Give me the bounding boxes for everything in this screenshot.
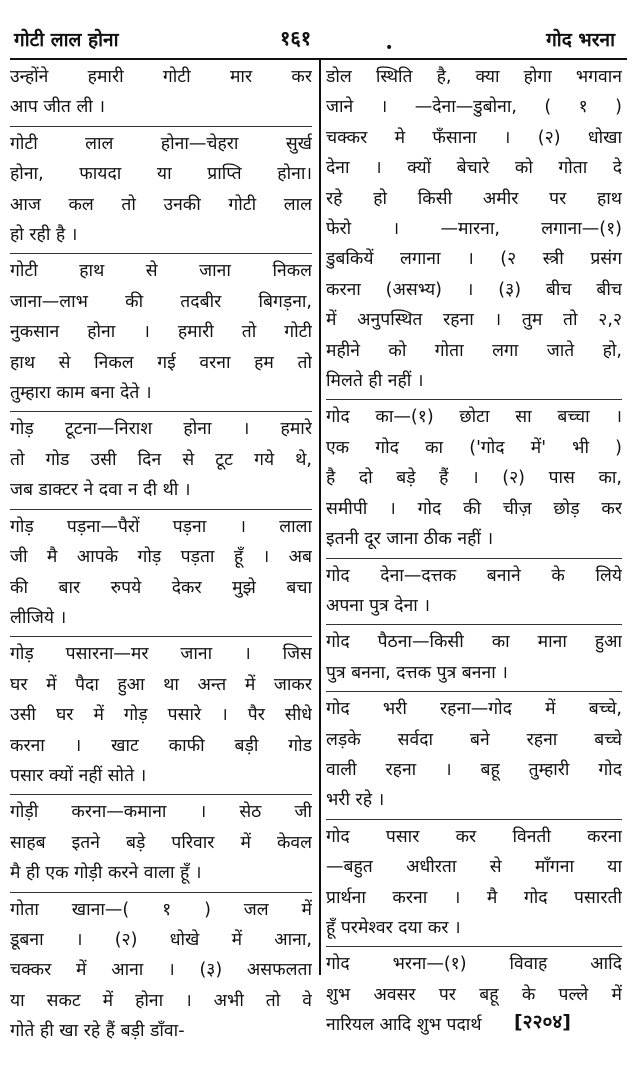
running-head-left: गोटी लाल होना [14, 29, 119, 51]
entry-line: में अनुपस्थित रहना । तुम तो २,२ [326, 310, 622, 331]
dictionary-entry [326, 561, 622, 622]
entry-line: की बार रुपये देकर मुझे बचा [10, 577, 312, 598]
entry-line: महीने को गोता लगा जाते हो, [326, 340, 622, 361]
page-number: १६१ [280, 26, 312, 50]
dictionary-entry [326, 694, 622, 816]
entry-separator [10, 253, 312, 254]
dictionary-entry [10, 639, 312, 791]
entry-line: गोता खाना—( १ ) जल में [10, 899, 312, 920]
entry-line: पुत्र बनना, दत्तक पुत्र बनना । [326, 662, 508, 683]
entry-line: तो गोड उसी दिन से टूट गये थे, [10, 449, 312, 470]
entry-line: करना । खाट काफी बड़ी गोड [10, 735, 312, 756]
entry-line: डुबकियें लगाना । (२ स्त्री प्रसंग [326, 249, 622, 270]
entry-line: साहब इतने बड़े परिवार में केवल [10, 832, 312, 853]
entry-line: आप जीत ली । [10, 97, 106, 118]
entry-line: जाना—लाभ की तदबीर बिगड़ना, [10, 291, 312, 312]
entry-line: मै ही एक गोड़ी करने वाला हूँ । [10, 863, 202, 884]
entry-line: जब डाक्टर ने दवा न दी थी । [10, 480, 191, 501]
ink-speck: • [385, 40, 394, 56]
entry-line: —बहुत अधीरता से माँगना या [326, 857, 622, 878]
entry-line: प्रार्थना करना । मै गोद पसारती [326, 887, 622, 908]
entry-line: होना, फायदा या प्राप्ति होना। [10, 164, 312, 185]
entry-line: एक गोद का ('गोद में' भी ) [326, 437, 622, 458]
entry-line: हो रही है । [10, 225, 78, 246]
entry-line: पसार क्यों नहीं सोते । [10, 765, 147, 786]
entry-separator [326, 624, 622, 625]
entry-line: गोद देना—दत्तक बनाने के लिये [326, 565, 622, 586]
dictionary-entry [10, 895, 312, 1047]
dictionary-entry [10, 256, 312, 408]
entry-separator [10, 126, 312, 127]
entry-separator [10, 411, 312, 412]
dictionary-entry [10, 129, 312, 251]
entry-line: गोड़ पसारना—मर जाना । जिस [10, 644, 312, 665]
entry-line: है दो बड़े हैं । (२) पास का, [326, 468, 622, 489]
entry-line: करना (असभ्य) । (३) बीच बीच [326, 279, 622, 300]
entry-separator [10, 636, 312, 637]
entry-line: उसी घर में गोड़ पसारे । पैर सीधे [10, 705, 312, 726]
entry-line: गोड़ी करना—कमाना । सेठ जी [10, 802, 312, 823]
entry-line: डूबना । (२) धोखे में आना, [10, 929, 312, 950]
entry-separator [326, 819, 622, 820]
entry-separator [326, 946, 622, 947]
entry-line: लीजिये । [10, 607, 67, 628]
entry-separator [10, 794, 312, 795]
entry-separator [10, 509, 312, 510]
entry-line: देना । क्यों बेचारे को गोता दे [326, 158, 622, 179]
column-divider [319, 60, 321, 975]
entry-line: चक्कर में आना । (३) असफलता [10, 960, 312, 981]
entry-line: गोटी लाल होना—चेहरा सुर्ख [10, 133, 312, 154]
dictionary-entry [326, 62, 622, 396]
entry-line: वाली रहना । बहू तुम्हारी गोद [326, 759, 622, 780]
entry-line: तुम्हारा काम बना देते । [10, 383, 152, 404]
entry-line: गोद पैठना—किसी का माना हुआ [326, 632, 622, 653]
entry-line: इतनी दूर जाना ठीक नहीं । [326, 529, 494, 550]
entry-line: या सकट में होना । अभी तो वे [10, 990, 312, 1011]
entry-line: गोद भरना—(१) विवाह आदि [326, 954, 622, 975]
entry-line: लड़के सर्वदा बने रहना बच्चे [326, 729, 622, 750]
entry-line: जी मै आपके गोड़ पड़ता हूँ । अब [10, 547, 312, 568]
running-head-right: गोद भरना [546, 29, 615, 51]
dictionary-entry [326, 949, 622, 1040]
left-column [10, 62, 312, 1047]
footer-code: [२२०४] [514, 1011, 571, 1033]
entry-line: गोद का—(१) छोटा सा बच्चा । [326, 407, 622, 428]
entry-line: फेरो । —मारना, लगाना—(१) [326, 219, 622, 240]
dictionary-entry [326, 822, 622, 944]
entry-line: गोड़ टूटना—निराश होना । हमारे [10, 419, 312, 440]
right-column [326, 62, 622, 1041]
entry-separator [326, 399, 622, 400]
entry-separator [10, 892, 312, 893]
entry-line: गोटी हाथ से जाना निकल [10, 261, 312, 282]
entry-separator [326, 558, 622, 559]
entry-separator [326, 691, 622, 692]
entry-line: शुभ अवसर पर बहू के पल्ले में [326, 984, 622, 1005]
dictionary-entry [326, 402, 622, 554]
entry-line: गोद भरी रहना—गोद में बच्चे, [326, 699, 622, 720]
dictionary-entry [10, 414, 312, 505]
dictionary-entry [10, 62, 312, 123]
entry-line: हाथ से निकल गई वरना हम तो [10, 352, 312, 373]
entry-line: आज कल तो उनकी गोटी लाल [10, 194, 312, 215]
entry-line: रहे हो किसी अमीर पर हाथ [326, 188, 622, 209]
entry-line: नारियल आदि शुभ पदार्थ [326, 1015, 482, 1036]
entry-line: हूँ परमेश्वर दया कर । [326, 917, 461, 938]
entry-line: भरी रहे । [326, 790, 385, 811]
entry-line: गोड़ पड़ना—पैरों पड़ना । लाला [10, 516, 312, 537]
entry-line: उन्होंने हमारी गोटी मार कर [10, 67, 312, 87]
entry-line: चक्कर मे फँसाना । (२) धोखा [326, 127, 622, 148]
entry-line: अपना पुत्र देना । [326, 595, 431, 616]
entry-line: समीपी । गोद की चीज़ छोड़ कर [326, 498, 622, 519]
entry-line: डोल स्थिति है, क्या होगा भगवान [326, 67, 622, 87]
entry-line: घर में पैदा हुआ था अन्त में जाकर [10, 674, 312, 695]
dictionary-entry [10, 797, 312, 888]
page-header [10, 24, 627, 60]
entry-line: जाने । —देना—डुबोना, ( १ ) [326, 97, 622, 118]
entry-line: गोद पसार कर विनती करना [326, 826, 622, 847]
dictionary-entry [10, 512, 312, 634]
entry-line: नुकसान होना । हमारी तो गोटी [10, 322, 312, 343]
entry-line: गोते ही खा रहे हैं बड़ी डाँवा- [10, 1021, 185, 1042]
entry-line: मिलते ही नहीं । [326, 371, 424, 392]
dictionary-entry [326, 627, 622, 688]
